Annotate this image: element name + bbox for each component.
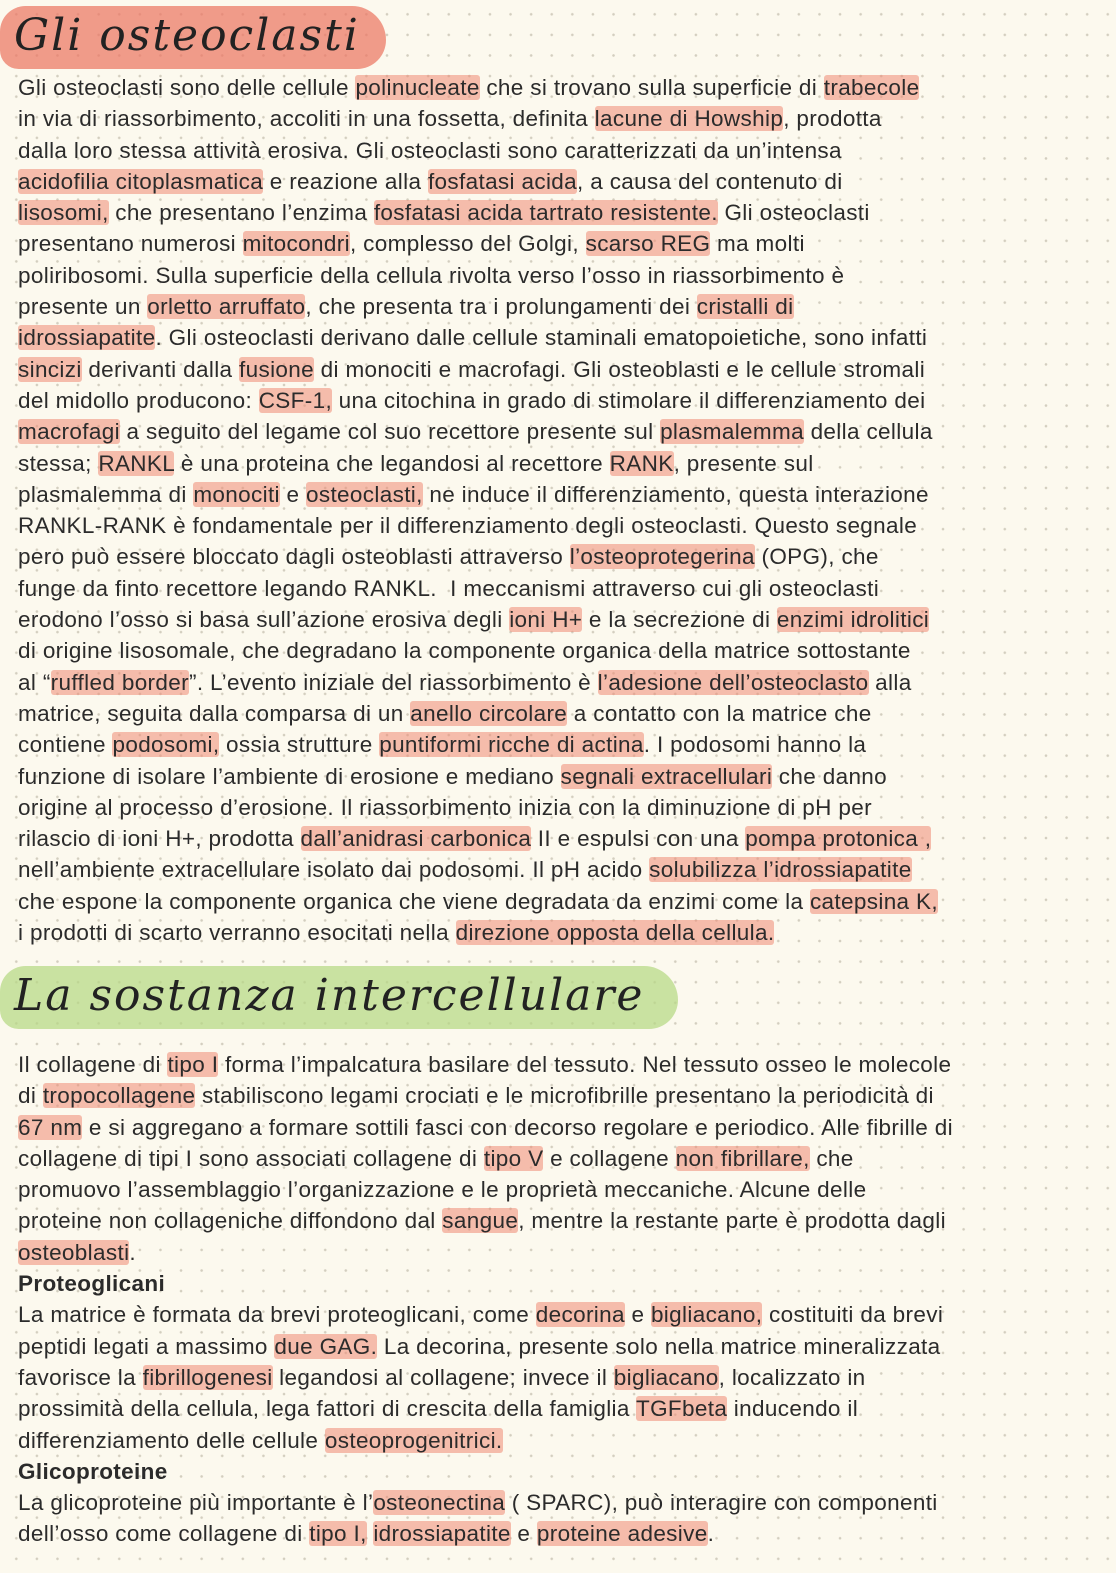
text-run: a seguito del legame col suo recettore presente sul bbox=[119, 419, 661, 445]
text-run: , complesso del Golgi, bbox=[349, 231, 586, 257]
text-run: di monociti e macrofagi. Gli osteoblasti e le cellule stromali bbox=[314, 356, 926, 382]
text-line bbox=[18, 103, 882, 134]
text-run: e la secrezione di bbox=[582, 607, 777, 633]
text-line bbox=[18, 1299, 943, 1330]
text-run: di origine lisosomale, che degradano la componente organica della matrice sottostante bbox=[18, 638, 911, 664]
subheading: Proteoglicani bbox=[18, 1271, 166, 1297]
text-line bbox=[18, 291, 794, 322]
highlighted-term: tipo V bbox=[483, 1145, 544, 1171]
text-line bbox=[18, 72, 919, 103]
text-run: che si trovano sulla superficie di bbox=[479, 75, 824, 100]
highlighted-term: 67 nm bbox=[18, 1114, 83, 1140]
highlighted-term: direzione opposta della cellula. bbox=[455, 920, 775, 946]
text-line bbox=[18, 1143, 854, 1174]
highlighted-term: plasmalemma bbox=[660, 419, 804, 445]
text-run: dell’osso come collagene di bbox=[18, 1521, 310, 1547]
intercellular-substance-body bbox=[18, 1049, 953, 1550]
text-run: pero può essere bloccato dagli osteoblasti attraverso bbox=[18, 544, 570, 570]
text-line bbox=[18, 322, 927, 353]
text-line bbox=[18, 886, 938, 917]
text-run: presente un bbox=[18, 294, 148, 320]
highlighted-term: l’osteoprotegerina bbox=[569, 544, 755, 570]
text-run: differenziamento delle cellule bbox=[18, 1427, 325, 1453]
text-run: peptidi legati a massimo bbox=[18, 1333, 275, 1359]
text-line bbox=[18, 260, 844, 291]
text-run: legandosi al collagene; invece il bbox=[272, 1364, 614, 1390]
text-run: in via di riassorbimento, accoliti in una fossetta, definita bbox=[18, 106, 595, 132]
text-run: promuovo l’assemblaggio l’organizzazione e le proprietà meccaniche. Alcune delle bbox=[18, 1177, 867, 1203]
highlighted-term: bigliacano bbox=[613, 1364, 719, 1390]
text-run: La matrice è formata da brevi proteoglicani, come bbox=[18, 1302, 536, 1328]
text-run: che bbox=[809, 1145, 854, 1171]
text-run: inducendo il bbox=[727, 1396, 859, 1422]
text-run: (OPG), che bbox=[754, 544, 879, 570]
text-run: dalla loro stessa attività erosiva. Gli osteoclasti sono caratterizzati da un’intensa bbox=[18, 137, 842, 163]
text-line bbox=[18, 1237, 136, 1268]
text-run: Gli osteoclasti sono delle cellule bbox=[18, 75, 356, 100]
osteoclasts-body bbox=[18, 72, 938, 948]
text-run: , a causa del contenuto di bbox=[577, 168, 843, 194]
text-line bbox=[18, 385, 925, 416]
text-line bbox=[18, 1456, 168, 1487]
text-line bbox=[18, 761, 887, 792]
highlighted-term: lisosomi, bbox=[18, 200, 109, 226]
highlighted-term: bigliacano, bbox=[650, 1302, 763, 1328]
highlighted-term: polinucleate bbox=[355, 75, 480, 100]
text-line bbox=[18, 510, 917, 541]
text-line bbox=[18, 917, 774, 948]
highlighted-term: proteine adesive bbox=[536, 1521, 708, 1547]
text-line bbox=[18, 1268, 165, 1299]
text-run: erodono l’osso si basa sull’azione erosiva degli bbox=[18, 607, 510, 633]
highlighted-term: sincizi bbox=[18, 356, 82, 382]
text-run: costituiti da brevi bbox=[762, 1302, 944, 1328]
highlighted-term: trabecole bbox=[823, 75, 920, 100]
highlighted-term: scarso REG bbox=[585, 231, 711, 257]
text-run: che presentano l’enzima bbox=[108, 200, 374, 226]
text-run: e bbox=[510, 1521, 537, 1547]
text-line bbox=[18, 573, 879, 604]
text-run: . bbox=[129, 1239, 137, 1265]
text-line bbox=[18, 698, 872, 729]
highlighted-term: fosfatasi acida bbox=[427, 168, 578, 194]
text-run: La glicoproteine più importante è l’ bbox=[18, 1490, 374, 1516]
text-line bbox=[18, 166, 843, 197]
highlighted-term: fibrillogenesi bbox=[142, 1364, 273, 1390]
highlighted-term: orletto arruffato bbox=[147, 294, 306, 320]
text-run: i prodotti di scarto verranno esocitati nella bbox=[18, 920, 456, 946]
text-run: stabiliscono legami crociati e le microfibrille presentano la periodicità di bbox=[195, 1083, 934, 1109]
highlighted-term: osteoprogenitrici. bbox=[324, 1427, 503, 1453]
text-line bbox=[18, 1393, 858, 1424]
text-run: La decorina, presente solo nella matrice mineralizzata bbox=[377, 1333, 941, 1359]
text-run: proteine non collageniche diffondono dal bbox=[18, 1208, 443, 1234]
text-line bbox=[18, 1080, 934, 1111]
text-run: II e espulsi con una bbox=[531, 826, 746, 852]
highlighted-term: decorina bbox=[535, 1302, 625, 1328]
text-run: ossia strutture bbox=[219, 732, 380, 758]
highlighted-term: RANK bbox=[609, 450, 674, 476]
highlighted-term: RANKL bbox=[98, 450, 175, 476]
highlighted-term: tipo I, bbox=[309, 1521, 367, 1547]
text-line bbox=[18, 604, 929, 635]
highlighted-term: fosfatasi acida tartrato resistente. bbox=[373, 200, 718, 226]
text-run: a contatto con la matrice che bbox=[567, 700, 872, 726]
text-line bbox=[18, 1174, 866, 1205]
highlighted-term: idrossiapatite bbox=[373, 1521, 511, 1547]
text-run: , che presenta tra i prolungamenti dei bbox=[305, 294, 697, 320]
text-run: al “ bbox=[18, 669, 51, 695]
text-run: che espone la componente organica che viene degradata da enzimi come la bbox=[18, 888, 810, 914]
text-line bbox=[18, 1205, 946, 1236]
text-line bbox=[18, 228, 805, 259]
text-line bbox=[18, 197, 870, 228]
text-run: plasmalemma di bbox=[18, 481, 194, 507]
highlighted-term: l’adesione dell’osteoclasto bbox=[597, 669, 869, 695]
text-line bbox=[18, 1518, 714, 1549]
highlighted-term: podosomi, bbox=[112, 732, 220, 758]
highlighted-term: solubilizza l’idrossiapatite bbox=[649, 857, 912, 883]
text-run: di bbox=[18, 1083, 43, 1109]
text-line bbox=[18, 792, 872, 823]
text-run: favorisce la bbox=[18, 1364, 143, 1390]
highlighted-term: pompa protonica , bbox=[745, 826, 932, 852]
text-run: e bbox=[279, 481, 306, 507]
text-line bbox=[18, 1331, 941, 1362]
text-run: è una proteina che legandosi al recettore bbox=[174, 450, 610, 476]
highlighted-term: enzimi idrolitici bbox=[776, 607, 930, 633]
highlighted-term: puntiformi ricche di actina bbox=[379, 732, 644, 758]
highlighted-term: acidofilia citoplasmatica bbox=[18, 168, 264, 194]
text-run: funge da finto recettore legando RANKL. I meccanismi attraverso cui gli osteoclasti bbox=[18, 575, 880, 601]
text-line bbox=[18, 729, 866, 760]
text-run: presentano numerosi bbox=[18, 231, 243, 257]
highlighted-term: non fibrillare, bbox=[675, 1145, 810, 1171]
subheading: Glicoproteine bbox=[18, 1458, 168, 1484]
text-run: del midollo producono: bbox=[18, 387, 259, 413]
text-run: , prodotta bbox=[783, 106, 882, 132]
highlighted-term: macrofagi bbox=[18, 419, 120, 445]
text-run: derivanti dalla bbox=[81, 356, 240, 382]
highlighted-term: idrossiapatite bbox=[18, 325, 156, 351]
highlighted-term: lacune di Howship bbox=[594, 106, 784, 132]
highlighted-term: due GAG. bbox=[274, 1333, 378, 1359]
highlighted-term: cristalli di bbox=[696, 294, 794, 320]
text-run: collagene di tipi I sono associati collagene di bbox=[18, 1145, 484, 1171]
text-line bbox=[18, 541, 879, 572]
text-run: alla bbox=[868, 669, 912, 695]
text-run: . bbox=[707, 1521, 715, 1547]
text-run: Il collagene di bbox=[18, 1052, 168, 1077]
text-line bbox=[18, 1487, 938, 1518]
highlighted-term: dall’anidrasi carbonica bbox=[300, 826, 532, 852]
highlighted-term: CSF-1, bbox=[258, 387, 333, 413]
text-run: e bbox=[624, 1302, 651, 1328]
text-line bbox=[18, 479, 929, 510]
highlighted-term: osteoblasti bbox=[18, 1239, 130, 1265]
highlighted-term: ruffled border bbox=[50, 669, 189, 695]
text-run: Gli osteoclasti bbox=[717, 200, 870, 226]
text-run: funzione di isolare l’ambiente di erosione e mediano bbox=[18, 763, 561, 789]
text-line bbox=[18, 135, 842, 166]
text-line bbox=[18, 1425, 503, 1456]
text-line bbox=[18, 854, 912, 885]
text-run: ne induce il differenziamento, questa interazione bbox=[422, 481, 929, 507]
handwritten-title-intercellular-substance: La sostanza intercellulare bbox=[0, 966, 678, 1029]
text-run: . Gli osteoclasti derivano dalle cellule staminali ematopoietiche, sono infatti bbox=[155, 325, 928, 351]
highlighted-term: osteonectina bbox=[373, 1490, 506, 1516]
highlighted-term: ioni H+ bbox=[509, 607, 583, 633]
text-run: RANKL-RANK è fondamentale per il differenziamento degli osteoclasti. Questo segnale bbox=[18, 513, 918, 539]
text-line bbox=[18, 635, 911, 666]
text-run: una citochina in grado di stimolare il differenziamento dei bbox=[332, 387, 926, 413]
text-line bbox=[18, 354, 925, 385]
highlighted-term: tipo I bbox=[167, 1052, 219, 1077]
text-run: . I podosomi hanno la bbox=[643, 732, 867, 758]
text-run: contiene bbox=[18, 732, 113, 758]
handwritten-title-osteoclasts: Gli osteoclasti bbox=[0, 6, 386, 69]
text-run: stessa; bbox=[18, 450, 99, 476]
text-line bbox=[18, 448, 814, 479]
text-line bbox=[18, 1049, 951, 1080]
text-run: , presente sul bbox=[673, 450, 814, 476]
text-run: e reazione alla bbox=[263, 168, 428, 194]
text-run: ( SPARC), può interagire con componenti bbox=[505, 1490, 938, 1516]
text-run: prossimità della cellula, lega fattori di crescita della famiglia bbox=[18, 1396, 636, 1422]
text-run: e si aggregano a formare sottili fasci con decorso regolare e periodico. Alle fibrille di bbox=[82, 1114, 953, 1140]
text-run: poliribosomi. Sulla superficie della cellula rivolta verso l’osso in riassorbimento è bbox=[18, 262, 845, 288]
text-run: e collagene bbox=[543, 1145, 676, 1171]
highlighted-term: segnali extracellulari bbox=[560, 763, 773, 789]
text-run: origine al processo d’erosione. Il riassorbimento inizia con la diminuzione di pH per bbox=[18, 794, 872, 820]
highlighted-term: catepsina K, bbox=[809, 888, 938, 914]
text-run: , localizzato in bbox=[718, 1364, 866, 1390]
text-run: nell’ambiente extracellulare isolato dai podosomi. Il pH acido bbox=[18, 857, 650, 883]
text-line bbox=[18, 1112, 953, 1143]
text-line bbox=[18, 667, 912, 698]
highlighted-term: tropocollagene bbox=[42, 1083, 196, 1109]
text-run: matrice, seguita dalla comparsa di un bbox=[18, 700, 411, 726]
highlighted-term: mitocondri bbox=[242, 231, 350, 257]
text-line bbox=[18, 1362, 866, 1393]
highlighted-term: osteoclasti, bbox=[305, 481, 423, 507]
text-line bbox=[18, 823, 931, 854]
highlighted-term: fusione bbox=[239, 356, 315, 382]
text-run: ”. L’evento iniziale del riassorbimento è bbox=[188, 669, 598, 695]
text-run: , mentre la restante parte è prodotta dagli bbox=[518, 1208, 946, 1234]
text-line bbox=[18, 416, 933, 447]
highlighted-term: TGFbeta bbox=[635, 1396, 728, 1422]
highlighted-term: monociti bbox=[193, 481, 280, 507]
text-run: della cellula bbox=[803, 419, 933, 445]
text-run: ma molti bbox=[710, 231, 805, 257]
text-run: rilascio di ioni H+, prodotta bbox=[18, 826, 301, 852]
text-run: che danno bbox=[772, 763, 888, 789]
text-run: forma l’impalcatura basilare del tessuto. Nel tessuto osseo le molecole bbox=[218, 1052, 952, 1077]
highlighted-term: anello circolare bbox=[410, 700, 568, 726]
highlighted-term: sangue bbox=[442, 1208, 519, 1234]
